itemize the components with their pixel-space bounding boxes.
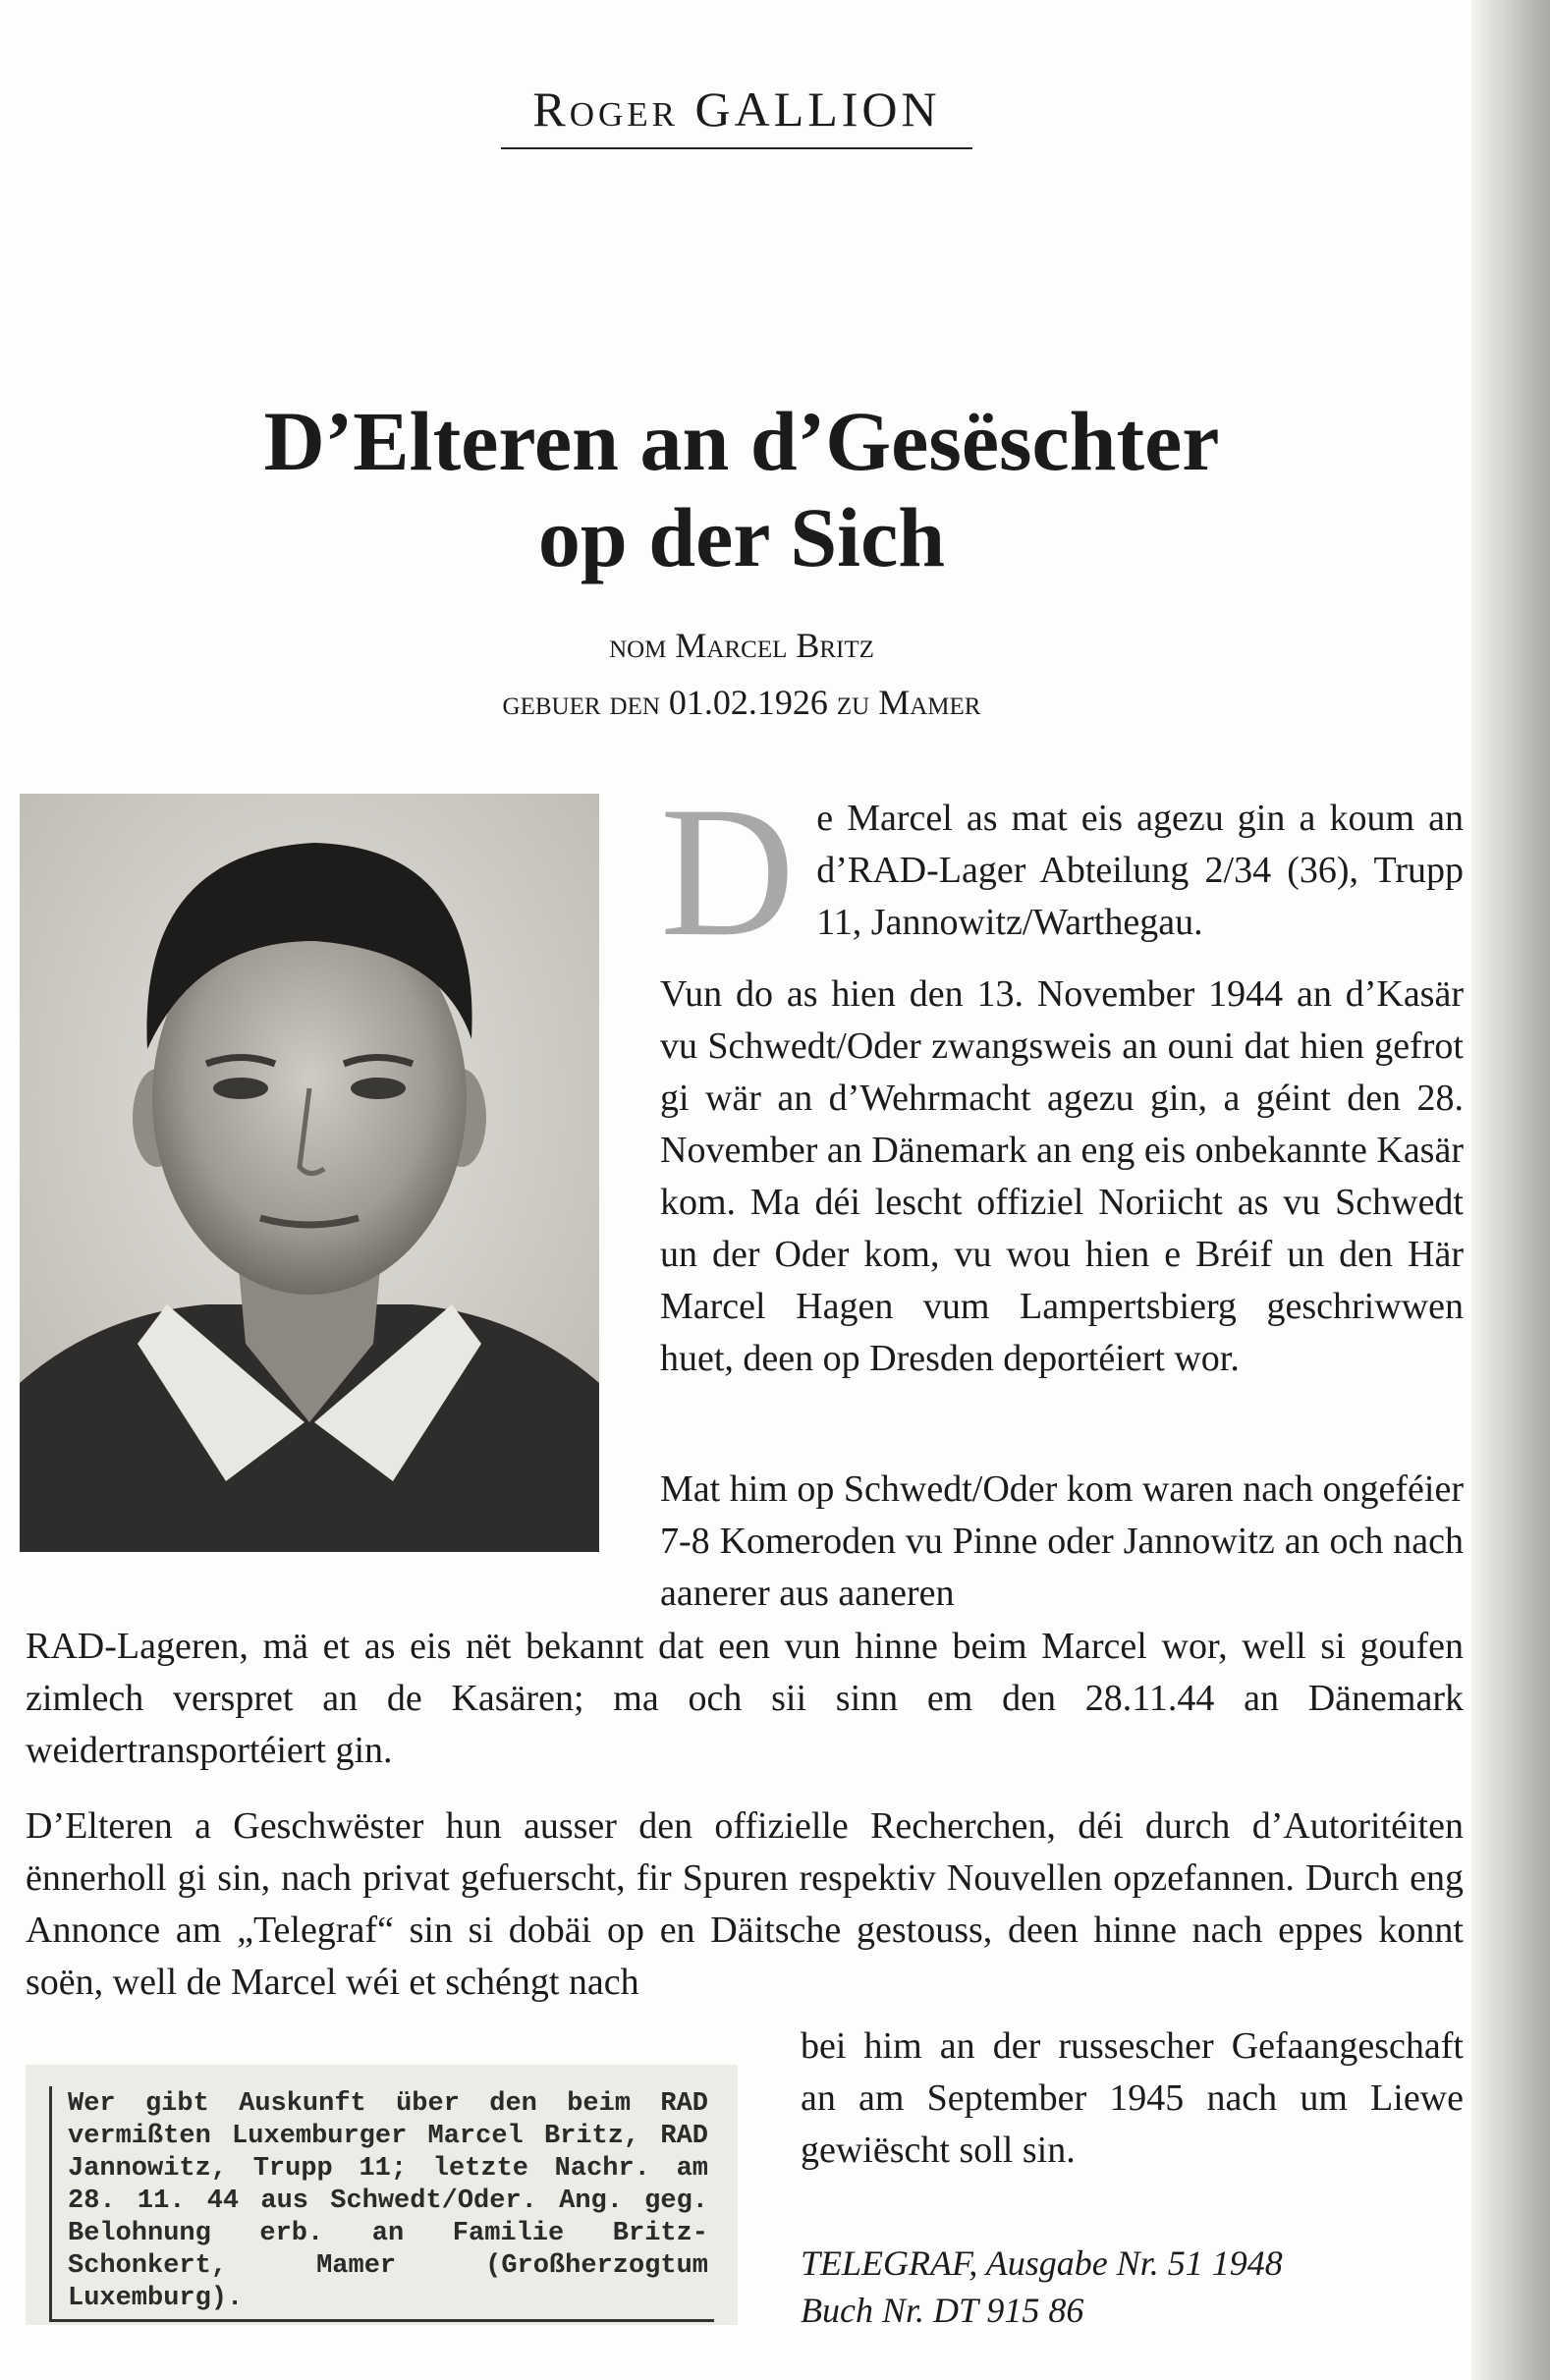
byline-birth-line <box>295 674 1189 731</box>
clipping-text: Wer gibt Auskunft über den beim RAD vermißten Luxemburger Marcel Britz, RAD Jannowitz, Trupp 11; letzte Nachr. am 28. 11. 44 aus Schwedt/Oder. Ang. geg. Belohnung erb. an Familie Britz-Schonkert, Mamer (Großherzogtum Luxemburg). <box>49 2086 714 2322</box>
source-citation <box>801 2240 1390 2334</box>
paragraph-3-rest-text: RAD-Lageren, mä et as eis nët bekannt dat een vun hinne beim Marcel wor, well si goufen zimlech verspret an de Kasären; ma och sii sinn em den 28.11.44 an Dänemark weidertransportéiert gin. <box>26 1626 1464 1771</box>
born-middle: zu <box>836 683 870 722</box>
title-line-2: op der Sich <box>537 490 946 584</box>
paragraph-3-top <box>660 1464 1464 1620</box>
born-place: Mamer <box>878 683 981 722</box>
paragraph-4 <box>26 1800 1464 2009</box>
author-header <box>501 77 972 149</box>
author-first-name: Roger <box>532 82 679 137</box>
source-line-2: Buch Nr. DT 915 86 <box>801 2291 1084 2330</box>
source-line-1: TELEGRAF, Ausgabe Nr. 51 1948 <box>801 2243 1283 2283</box>
paragraph-4-text: D’Elteren a Geschwëster hun ausser den offizielle Recherchen, déi durch d’Autoritéiten ënnerholl gi sin, nach privat gefuerscht, fir Spuren respektiv Nouvellen opzefannen. Durch eng Annonce am „Telegraf“ sin si dobäi op en Däitsche gestouss, deen hinne nach eppes konnt soën, well de Marcel wéi et schéngt nach <box>26 1805 1464 2003</box>
article-title <box>147 393 1336 585</box>
paragraph-1-text: e Marcel as mat eis agezu gin a koum an d’RAD-Lager Abteilung 2/34 (36), Trupp 11, Jannowitz/Warthegau. <box>816 798 1464 943</box>
paragraph-4-tail-text: bei him an der russescher Gefaangeschaft an am September 1945 nach um Liewe gewiëscht soll sin. <box>801 2025 1464 2171</box>
portrait-illustration <box>20 794 599 1552</box>
paragraph-1 <box>660 769 1464 975</box>
paragraph-4-tail <box>801 2020 1464 2177</box>
drop-cap: D <box>660 769 796 975</box>
paragraph-2 <box>660 969 1464 1385</box>
title-line-1: D’Elteren an d’Gesëschter <box>263 394 1220 488</box>
byline-name-line <box>295 617 1189 674</box>
paragraph-3-rest <box>26 1621 1464 1777</box>
newspaper-clipping <box>26 2065 738 2325</box>
byline <box>295 617 1189 731</box>
page-gutter-shadow <box>1471 0 1550 2380</box>
byline-prefix: nom <box>609 626 667 665</box>
born-prefix: gebuer den <box>502 683 660 722</box>
author-last-name: GALLION <box>694 82 941 137</box>
byline-name: Marcel Britz <box>675 626 874 665</box>
paragraph-2-text: Vun do as hien den 13. November 1944 an d’Kasär vu Schwedt/Oder zwangsweis an ouni dat hien gefrot gi wär an d’Wehrmacht agezu gin, a géint den 28. November an Dänemark an eng eis onbekannte Kasär kom. Ma déi lescht offiziel Noriicht as vu Schwedt un der Oder kom, vu wou hien e Bréif un den Här Marcel Hagen vum Lampertsbierg geschriwwen huet, deen op Dresden deportéiert wor. <box>660 973 1464 1379</box>
portrait-photo <box>20 794 599 1552</box>
born-date: 01.02.1926 <box>668 683 828 722</box>
paragraph-3-top-text: Mat him op Schwedt/Oder kom waren nach ongeféier 7-8 Komeroden vu Pinne oder Jannowitz an och nach aanerer aus aaneren <box>660 1468 1464 1614</box>
